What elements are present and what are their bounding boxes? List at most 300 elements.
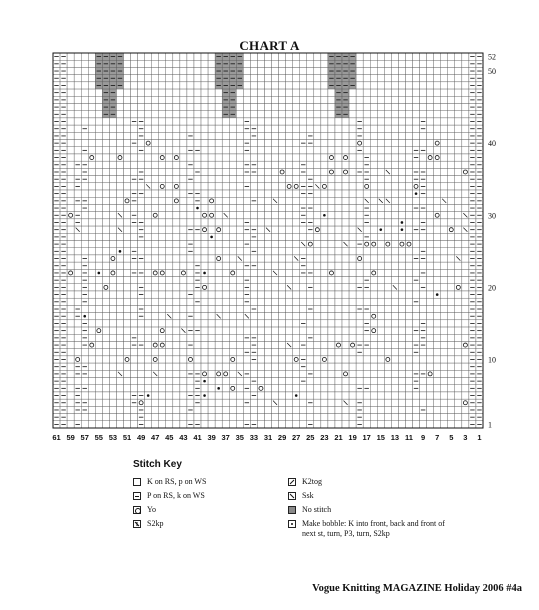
chart-cell — [159, 75, 166, 82]
chart-cell — [434, 248, 441, 255]
chart-cell — [441, 262, 448, 269]
chart-cell — [441, 378, 448, 385]
chart-cell — [434, 385, 441, 392]
chart-cell — [328, 421, 335, 428]
chart-cell — [370, 190, 377, 197]
chart-cell — [116, 118, 123, 125]
chart-cell — [257, 176, 264, 183]
chart-cell — [102, 147, 109, 154]
column-number-label: 57 — [80, 433, 89, 442]
chart-cell — [95, 96, 102, 103]
chart-cell — [314, 349, 321, 356]
chart-cell — [286, 241, 293, 248]
row-number-label: 30 — [488, 211, 496, 221]
chart-cell — [257, 356, 264, 363]
chart-cell — [441, 269, 448, 276]
chart-cell — [455, 327, 462, 334]
chart-cell — [81, 226, 88, 233]
chart-cell — [391, 255, 398, 262]
chart-cell — [328, 226, 335, 233]
chart-cell — [102, 341, 109, 348]
chart-cell — [222, 363, 229, 370]
chart-cell — [370, 385, 377, 392]
chart-cell — [88, 363, 95, 370]
chart-cell — [180, 103, 187, 110]
chart-cell — [342, 291, 349, 298]
chart-cell — [398, 176, 405, 183]
chart-cell — [413, 233, 420, 240]
chart-cell — [159, 82, 166, 89]
chart-cell — [420, 132, 427, 139]
chart-cell — [405, 233, 412, 240]
chart-cell — [201, 82, 208, 89]
chart-cell — [145, 219, 152, 226]
row-number-label: 40 — [488, 139, 496, 149]
chart-cell — [314, 399, 321, 406]
chart-cell — [74, 154, 81, 161]
chart-cell — [131, 414, 138, 421]
chart-cell — [166, 212, 173, 219]
chart-cell — [145, 154, 152, 161]
chart-cell — [413, 82, 420, 89]
chart-cell — [173, 341, 180, 348]
chart-cell — [152, 75, 159, 82]
chart-cell — [398, 269, 405, 276]
chart-cell — [363, 356, 370, 363]
chart-cell — [123, 125, 130, 132]
chart-cell — [448, 125, 455, 132]
chart-cell — [335, 132, 342, 139]
chart-cell — [88, 96, 95, 103]
chart-cell — [413, 334, 420, 341]
chart-cell — [377, 320, 384, 327]
chart-cell — [109, 212, 116, 219]
chart-cell — [180, 226, 187, 233]
chart-cell — [455, 392, 462, 399]
chart-cell — [413, 60, 420, 67]
chart-cell — [342, 219, 349, 226]
chart-cell — [342, 248, 349, 255]
chart-cell — [342, 277, 349, 284]
chart-cell — [462, 313, 469, 320]
chart-cell — [398, 147, 405, 154]
chart-cell — [448, 313, 455, 320]
chart-cell — [398, 161, 405, 168]
chart-cell — [356, 212, 363, 219]
chart-cell — [131, 154, 138, 161]
chart-cell — [88, 132, 95, 139]
chart-cell — [152, 378, 159, 385]
chart-cell — [462, 284, 469, 291]
column-number-label: 27 — [292, 433, 301, 442]
chart-cell — [342, 154, 349, 161]
chart-cell — [264, 399, 271, 406]
chart-cell — [257, 414, 264, 421]
chart-cell — [236, 349, 243, 356]
chart-cell — [215, 291, 222, 298]
chart-cell — [300, 82, 307, 89]
chart-cell — [398, 255, 405, 262]
chart-cell — [420, 363, 427, 370]
chart-cell — [109, 277, 116, 284]
chart-cell — [420, 140, 427, 147]
chart-cell — [427, 103, 434, 110]
chart-cell — [349, 363, 356, 370]
chart-cell — [455, 406, 462, 413]
chart-cell — [377, 370, 384, 377]
chart-cell — [166, 385, 173, 392]
chart-cell — [264, 414, 271, 421]
chart-cell — [413, 125, 420, 132]
chart-cell — [427, 356, 434, 363]
chart-cell — [131, 168, 138, 175]
chart-cell — [145, 313, 152, 320]
chart-cell — [314, 140, 321, 147]
chart-cell — [201, 313, 208, 320]
chart-cell — [391, 349, 398, 356]
chart-cell — [335, 327, 342, 334]
chart-cell — [194, 341, 201, 348]
chart-cell — [74, 284, 81, 291]
chart-cell — [300, 298, 307, 305]
chart-cell — [363, 125, 370, 132]
chart-cell — [377, 269, 384, 276]
chart-cell — [215, 406, 222, 413]
chart-cell — [145, 82, 152, 89]
chart-cell — [131, 82, 138, 89]
chart-cell — [321, 53, 328, 60]
chart-cell — [307, 327, 314, 334]
chart-cell — [243, 406, 250, 413]
chart-cell — [448, 334, 455, 341]
chart-cell — [462, 392, 469, 399]
chart-cell — [293, 161, 300, 168]
chart-cell — [398, 111, 405, 118]
chart-cell — [448, 161, 455, 168]
chart-cell — [67, 118, 74, 125]
chart-cell — [67, 219, 74, 226]
chart-cell — [321, 147, 328, 154]
chart-cell — [229, 190, 236, 197]
chart-cell — [250, 327, 257, 334]
chart-cell — [257, 248, 264, 255]
chart-cell — [307, 298, 314, 305]
chart-cell — [152, 226, 159, 233]
chart-cell — [257, 53, 264, 60]
chart-cell — [462, 277, 469, 284]
chart-cell — [194, 414, 201, 421]
chart-cell — [74, 204, 81, 211]
chart-cell — [363, 255, 370, 262]
chart-cell — [427, 89, 434, 96]
chart-cell — [95, 204, 102, 211]
chart-cell — [370, 233, 377, 240]
chart-cell — [102, 277, 109, 284]
chart-cell — [215, 183, 222, 190]
chart-cell — [166, 147, 173, 154]
chart-cell — [391, 370, 398, 377]
chart-cell — [448, 168, 455, 175]
chart-cell — [441, 341, 448, 348]
chart-cell — [321, 305, 328, 312]
chart-cell — [377, 298, 384, 305]
chart-cell — [384, 341, 391, 348]
chart-cell — [405, 370, 412, 377]
chart-cell — [321, 269, 328, 276]
chart-cell — [67, 284, 74, 291]
chart-cell — [257, 132, 264, 139]
chart-cell — [138, 277, 145, 284]
chart-cell — [222, 298, 229, 305]
chart-cell — [95, 248, 102, 255]
chart-cell — [201, 233, 208, 240]
chart-cell — [286, 385, 293, 392]
chart-cell — [67, 406, 74, 413]
chart-cell — [293, 269, 300, 276]
chart-cell — [272, 75, 279, 82]
chart-cell — [222, 118, 229, 125]
chart-cell — [215, 161, 222, 168]
chart-cell — [272, 320, 279, 327]
chart-cell — [328, 414, 335, 421]
chart-cell — [250, 320, 257, 327]
chart-cell — [455, 385, 462, 392]
chart-cell — [293, 212, 300, 219]
chart-cell — [152, 53, 159, 60]
chart-cell — [441, 385, 448, 392]
chart-cell — [250, 313, 257, 320]
key-item-k2tog: K2tog — [288, 477, 448, 487]
chart-cell — [335, 320, 342, 327]
chart-cell — [166, 284, 173, 291]
chart-cell — [116, 111, 123, 118]
chart-cell — [236, 132, 243, 139]
chart-cell — [455, 248, 462, 255]
chart-cell — [342, 341, 349, 348]
chart-cell — [123, 183, 130, 190]
chart-cell — [448, 147, 455, 154]
chart-cell — [116, 363, 123, 370]
chart-cell — [180, 241, 187, 248]
chart-cell — [462, 241, 469, 248]
chart-cell — [131, 262, 138, 269]
chart-cell — [405, 147, 412, 154]
chart-cell — [420, 298, 427, 305]
chart-cell — [116, 392, 123, 399]
chart-cell — [257, 60, 264, 67]
chart-cell — [356, 219, 363, 226]
chart-cell — [448, 291, 455, 298]
chart-cell — [109, 219, 116, 226]
chart-cell — [166, 277, 173, 284]
chart-cell — [145, 226, 152, 233]
chart-cell — [391, 399, 398, 406]
chart-cell — [95, 334, 102, 341]
chart-cell — [81, 60, 88, 67]
chart-cell — [300, 96, 307, 103]
chart-cell — [434, 320, 441, 327]
chart-cell — [441, 255, 448, 262]
chart-cell — [398, 204, 405, 211]
chart-cell — [293, 154, 300, 161]
chart-cell — [342, 204, 349, 211]
chart-cell — [391, 291, 398, 298]
chart-cell — [286, 204, 293, 211]
chart-cell — [328, 291, 335, 298]
chart-cell — [138, 96, 145, 103]
chart-cell — [272, 89, 279, 96]
chart-cell — [194, 291, 201, 298]
chart-cell — [293, 190, 300, 197]
chart-cell — [145, 421, 152, 428]
chart-cell — [95, 103, 102, 110]
chart-cell — [173, 392, 180, 399]
chart-cell — [455, 154, 462, 161]
chart-cell — [455, 103, 462, 110]
chart-cell — [377, 183, 384, 190]
chart-cell — [131, 349, 138, 356]
chart-cell — [342, 356, 349, 363]
chart-cell — [434, 103, 441, 110]
chart-cell — [201, 370, 208, 377]
chart-cell — [264, 219, 271, 226]
chart-cell — [74, 349, 81, 356]
chart-cell — [145, 118, 152, 125]
chart-cell — [398, 298, 405, 305]
chart-cell — [250, 60, 257, 67]
chart-cell — [293, 399, 300, 406]
chart-cell — [314, 154, 321, 161]
chart-cell — [222, 305, 229, 312]
chart-cell — [314, 204, 321, 211]
chart-cell — [109, 147, 116, 154]
chart-cell — [335, 125, 342, 132]
chart-cell — [349, 421, 356, 428]
chart-cell — [152, 60, 159, 67]
chart-cell — [427, 204, 434, 211]
chart-cell — [116, 204, 123, 211]
chart-cell — [187, 219, 194, 226]
chart-cell — [420, 385, 427, 392]
chart-cell — [102, 305, 109, 312]
chart-cell — [441, 298, 448, 305]
chart-cell — [286, 233, 293, 240]
chart-cell — [349, 356, 356, 363]
chart-cell — [413, 313, 420, 320]
chart-cell — [208, 204, 215, 211]
chart-cell — [229, 392, 236, 399]
chart-cell — [391, 313, 398, 320]
chart-cell — [95, 233, 102, 240]
chart-cell — [448, 269, 455, 276]
chart-cell — [109, 392, 116, 399]
chart-cell — [250, 370, 257, 377]
chart-cell — [349, 370, 356, 377]
chart-cell — [152, 392, 159, 399]
chart-cell — [363, 313, 370, 320]
chart-cell — [462, 334, 469, 341]
chart-cell — [342, 378, 349, 385]
chart-cell — [88, 60, 95, 67]
chart-cell — [448, 370, 455, 377]
chart-cell — [88, 255, 95, 262]
chart-cell — [145, 334, 152, 341]
chart-cell — [88, 378, 95, 385]
chart-cell — [109, 320, 116, 327]
chart-cell — [215, 125, 222, 132]
chart-cell — [328, 96, 335, 103]
chart-cell — [215, 378, 222, 385]
chart-cell — [321, 204, 328, 211]
chart-cell — [222, 204, 229, 211]
chart-cell — [272, 103, 279, 110]
chart-cell — [264, 334, 271, 341]
chart-cell — [427, 176, 434, 183]
chart-cell — [272, 356, 279, 363]
chart-cell — [229, 197, 236, 204]
chart-cell — [159, 399, 166, 406]
chart-cell — [307, 53, 314, 60]
chart-cell — [328, 370, 335, 377]
chart-cell — [328, 392, 335, 399]
chart-cell — [370, 140, 377, 147]
chart-cell — [95, 284, 102, 291]
chart-cell — [88, 356, 95, 363]
chart-cell — [138, 370, 145, 377]
chart-cell — [356, 183, 363, 190]
chart-cell — [236, 262, 243, 269]
chart-cell — [194, 248, 201, 255]
chart-cell — [314, 341, 321, 348]
chart-cell — [286, 313, 293, 320]
chart-cell — [102, 118, 109, 125]
chart-cell — [88, 197, 95, 204]
chart-cell — [434, 392, 441, 399]
chart-cell — [159, 147, 166, 154]
chart-cell — [370, 291, 377, 298]
chart-cell — [300, 132, 307, 139]
chart-cell — [286, 421, 293, 428]
chart-cell — [391, 118, 398, 125]
chart-cell — [286, 255, 293, 262]
chart-cell — [391, 241, 398, 248]
chart-cell — [102, 190, 109, 197]
chart-cell — [194, 111, 201, 118]
chart-cell — [448, 226, 455, 233]
chart-cell — [391, 168, 398, 175]
chart-cell — [349, 241, 356, 248]
chart-cell — [159, 226, 166, 233]
chart-cell — [215, 219, 222, 226]
chart-cell — [293, 406, 300, 413]
chart-cell — [413, 67, 420, 74]
chart-cell — [363, 392, 370, 399]
chart-cell — [116, 241, 123, 248]
chart-cell — [243, 341, 250, 348]
chart-cell — [102, 356, 109, 363]
chart-cell — [109, 284, 116, 291]
chart-cell — [74, 53, 81, 60]
chart-cell — [166, 320, 173, 327]
chart-cell — [413, 356, 420, 363]
chart-cell — [455, 204, 462, 211]
chart-cell — [236, 327, 243, 334]
chart-cell — [328, 111, 335, 118]
chart-cell — [222, 125, 229, 132]
chart-cell — [413, 392, 420, 399]
chart-cell — [131, 89, 138, 96]
chart-cell — [405, 67, 412, 74]
